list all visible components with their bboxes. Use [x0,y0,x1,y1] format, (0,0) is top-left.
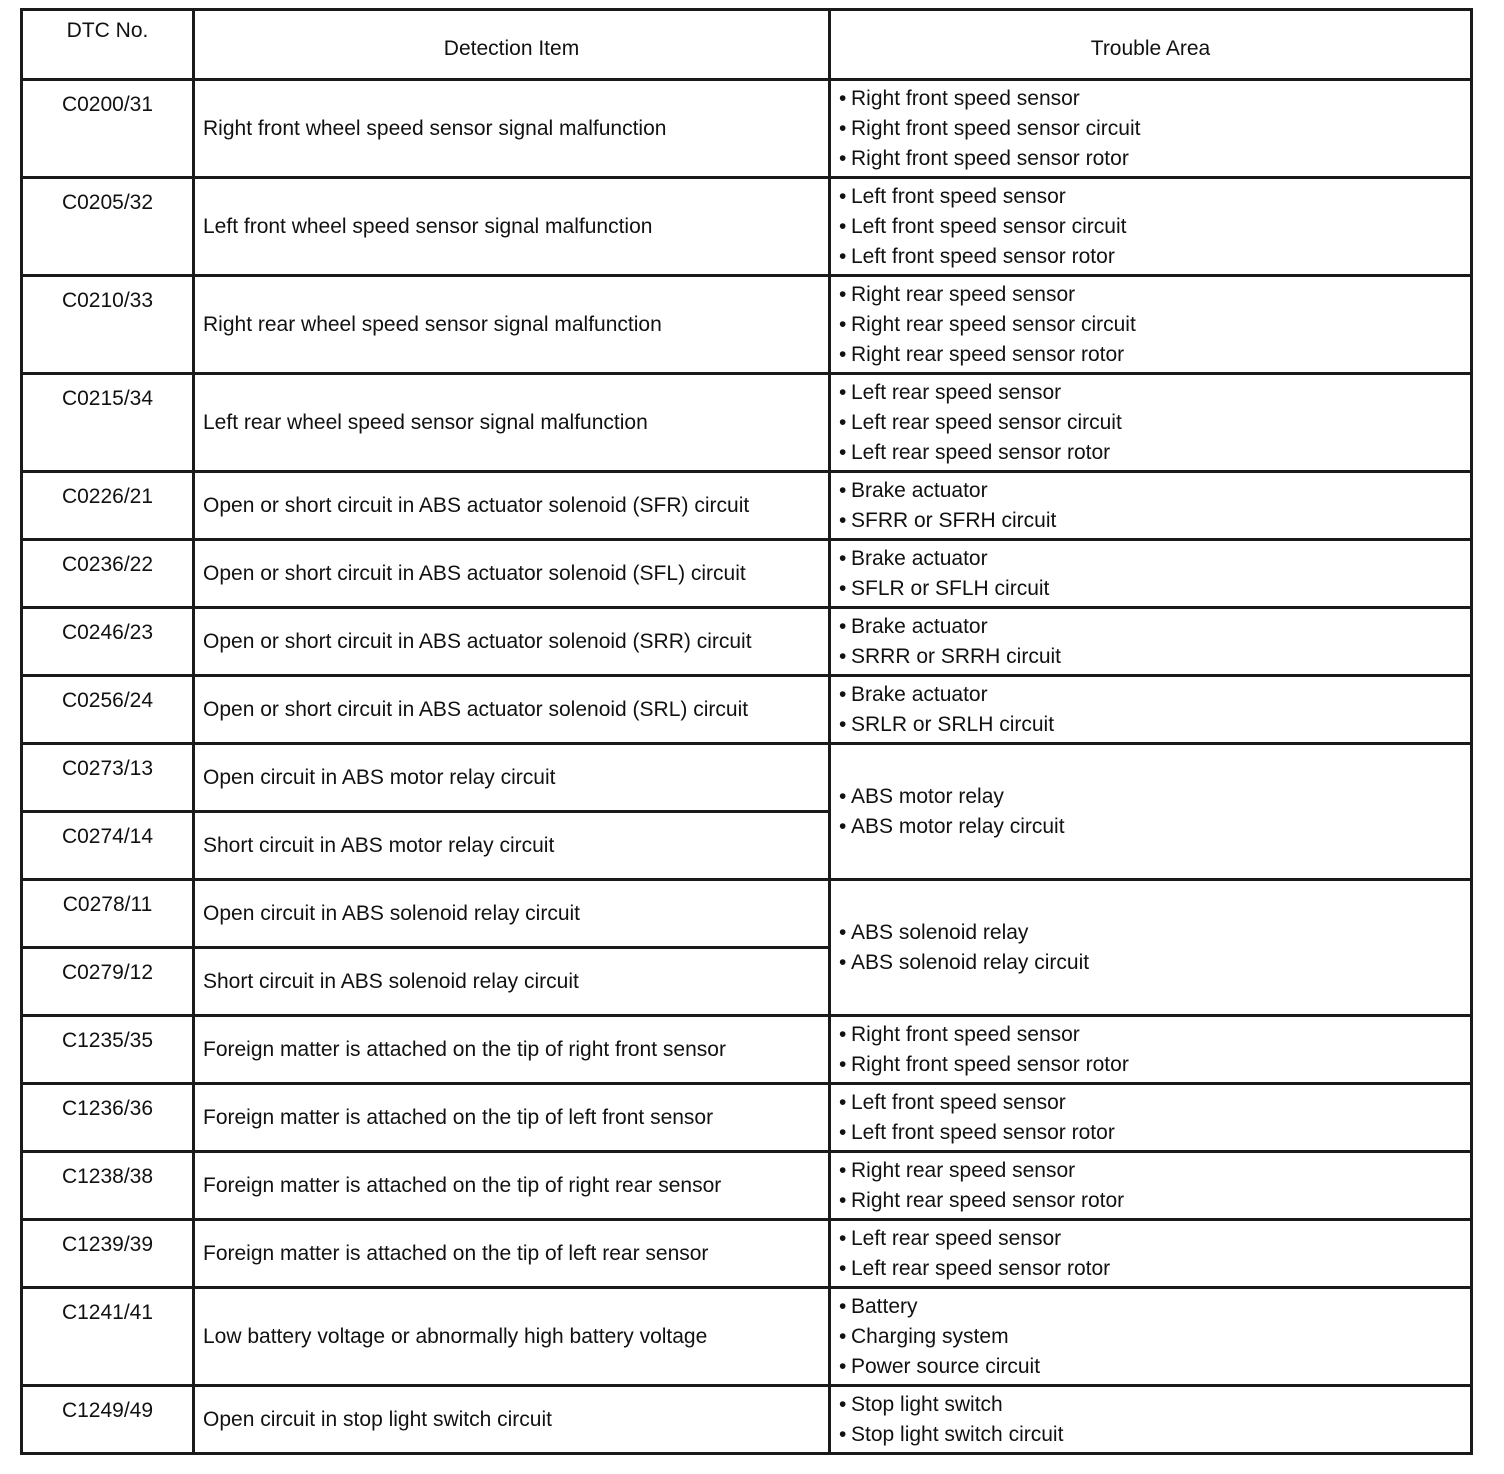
bullet-icon: • [839,950,847,974]
trouble-area-text: Left rear speed sensor circuit [851,410,1122,434]
trouble-area-text: Power source circuit [851,1354,1041,1378]
detection-item: Right rear wheel speed sensor signal malfunction [194,276,830,374]
trouble-area-item [839,1420,1470,1450]
trouble-area-item [839,84,1470,114]
trouble-area-text: Right rear speed sensor circuit [851,312,1136,336]
bullet-icon: • [839,184,847,208]
trouble-area-item [839,1224,1470,1254]
bullet-icon: • [839,1226,847,1250]
trouble-area-text: Left front speed sensor circuit [851,214,1127,238]
trouble-area-item [839,212,1470,242]
trouble-area-item [839,782,1470,812]
trouble-area-text: Right rear speed sensor [851,1158,1076,1182]
trouble-area-item [839,574,1470,604]
detection-item: Foreign matter is attached on the tip of right rear sensor [194,1152,830,1220]
detection-item: Left rear wheel speed sensor signal malfunction [194,374,830,472]
trouble-area-item [839,280,1470,310]
trouble-area-item [839,1050,1470,1080]
detection-item: Open or short circuit in ABS actuator solenoid (SFL) circuit [194,540,830,608]
trouble-area-text: Brake actuator [851,478,988,502]
bullet-icon: • [839,1392,847,1416]
detection-item: Short circuit in ABS motor relay circuit [194,812,830,880]
trouble-area [830,608,1472,676]
trouble-area-text: SFRR or SFRH circuit [851,508,1057,532]
detection-item: Open circuit in stop light switch circuit [194,1386,830,1454]
table-row [22,1084,1472,1152]
trouble-area [830,744,1472,880]
bullet-icon: • [839,814,847,838]
trouble-area-list [839,544,1470,604]
bullet-icon: • [839,1022,847,1046]
trouble-area-list [839,1088,1470,1148]
trouble-area-text: Right front speed sensor rotor [851,1052,1129,1076]
trouble-area-text: Left front speed sensor rotor [851,244,1115,268]
trouble-area-list [839,1292,1470,1382]
trouble-area [830,276,1472,374]
trouble-area-list [839,782,1470,842]
bullet-icon: • [839,1120,847,1144]
table-row [22,80,1472,178]
bullet-icon: • [839,546,847,570]
table-row [22,1386,1472,1454]
bullet-icon: • [839,644,847,668]
trouble-area-text: Right front speed sensor [851,1022,1080,1046]
dtc-code: C0256/24 [22,676,194,744]
detection-item: Open or short circuit in ABS actuator solenoid (SRR) circuit [194,608,830,676]
trouble-area-text: Brake actuator [851,682,988,706]
table-row [22,1220,1472,1288]
trouble-area-item [839,642,1470,672]
header-detection-item: Detection Item [194,10,830,80]
trouble-area [830,1220,1472,1288]
detection-item: Short circuit in ABS solenoid relay circuit [194,948,830,1016]
table-row [22,276,1472,374]
header-row [22,10,1472,80]
bullet-icon: • [839,920,847,944]
trouble-area-item [839,1352,1470,1382]
trouble-area-item [839,1390,1470,1420]
trouble-area [830,1152,1472,1220]
detection-item: Open circuit in ABS motor relay circuit [194,744,830,812]
bullet-icon: • [839,508,847,532]
detection-item: Right front wheel speed sensor signal malfunction [194,80,830,178]
bullet-icon: • [839,1090,847,1114]
table-body [22,80,1472,1454]
trouble-area-text: Right front speed sensor circuit [851,116,1141,140]
trouble-area-item [839,680,1470,710]
bullet-icon: • [839,146,847,170]
dtc-code: C0274/14 [22,812,194,880]
trouble-area-item [839,506,1470,536]
trouble-area-text: Stop light switch [851,1392,1003,1416]
trouble-area-list [839,280,1470,370]
table-row [22,1152,1472,1220]
bullet-icon: • [839,440,847,464]
trouble-area [830,1084,1472,1152]
dtc-code: C0273/13 [22,744,194,812]
trouble-area-item [839,408,1470,438]
trouble-area-item [839,1156,1470,1186]
dtc-code: C1241/41 [22,1288,194,1386]
trouble-area-item [839,1186,1470,1216]
trouble-area-text: Left front speed sensor rotor [851,1120,1115,1144]
trouble-area-item [839,1254,1470,1284]
trouble-area-text: SFLR or SFLH circuit [851,576,1050,600]
dtc-code: C0226/21 [22,472,194,540]
bullet-icon: • [839,478,847,502]
trouble-area-text: Left rear speed sensor rotor [851,440,1111,464]
detection-item: Open circuit in ABS solenoid relay circuit [194,880,830,948]
trouble-area [830,374,1472,472]
header-dtc-no: DTC No. [22,10,194,80]
trouble-area-item [839,544,1470,574]
bullet-icon: • [839,1324,847,1348]
dtc-code: C1249/49 [22,1386,194,1454]
bullet-icon: • [839,1354,847,1378]
detection-item: Foreign matter is attached on the tip of left front sensor [194,1084,830,1152]
table-row [22,1288,1472,1386]
trouble-area-text: SRLR or SRLH circuit [851,712,1055,736]
trouble-area-text: Left rear speed sensor [851,1226,1062,1250]
trouble-area-text: Left rear speed sensor rotor [851,1256,1111,1280]
trouble-area-text: ABS solenoid relay [851,920,1029,944]
trouble-area-text: Brake actuator [851,614,988,638]
dtc-table [20,8,1473,1455]
trouble-area-text: Stop light switch circuit [851,1422,1064,1446]
trouble-area-item [839,144,1470,174]
trouble-area-text: Charging system [851,1324,1009,1348]
bullet-icon: • [839,614,847,638]
trouble-area-item [839,948,1470,978]
trouble-area-list [839,1156,1470,1216]
table-row [22,880,1472,948]
dtc-code: C0279/12 [22,948,194,1016]
trouble-area-text: SRRR or SRRH circuit [851,644,1062,668]
trouble-area-list [839,84,1470,174]
dtc-code: C0200/31 [22,80,194,178]
dtc-code: C1238/38 [22,1152,194,1220]
dtc-code: C0210/33 [22,276,194,374]
trouble-area-text: Left front speed sensor [851,1090,1066,1114]
trouble-area [830,80,1472,178]
trouble-area-list [839,1390,1470,1450]
table-row [22,676,1472,744]
detection-item: Foreign matter is attached on the tip of left rear sensor [194,1220,830,1288]
bullet-icon: • [839,1188,847,1212]
bullet-icon: • [839,712,847,736]
bullet-icon: • [839,1052,847,1076]
detection-item: Low battery voltage or abnormally high battery voltage [194,1288,830,1386]
trouble-area-item [839,340,1470,370]
trouble-area-item [839,1088,1470,1118]
bullet-icon: • [839,1256,847,1280]
detection-item: Foreign matter is attached on the tip of right front sensor [194,1016,830,1084]
trouble-area [830,472,1472,540]
trouble-area-item [839,612,1470,642]
trouble-area-item [839,114,1470,144]
trouble-area-item [839,182,1470,212]
bullet-icon: • [839,312,847,336]
trouble-area-list [839,1020,1470,1080]
trouble-area-item [839,242,1470,272]
trouble-area-item [839,378,1470,408]
trouble-area-list [839,476,1470,536]
trouble-area [830,1016,1472,1084]
trouble-area-text: Left rear speed sensor [851,380,1062,404]
dtc-code: C0215/34 [22,374,194,472]
trouble-area-text: Right front speed sensor rotor [851,146,1129,170]
dtc-code: C1239/39 [22,1220,194,1288]
trouble-area [830,1288,1472,1386]
trouble-area-item [839,476,1470,506]
trouble-area-text: Left front speed sensor [851,184,1066,208]
dtc-code: C0246/23 [22,608,194,676]
trouble-area-text: ABS motor relay circuit [851,814,1065,838]
trouble-area [830,540,1472,608]
trouble-area-item [839,1292,1470,1322]
bullet-icon: • [839,1422,847,1446]
trouble-area [830,178,1472,276]
bullet-icon: • [839,86,847,110]
detection-item: Open or short circuit in ABS actuator solenoid (SRL) circuit [194,676,830,744]
detection-item: Open or short circuit in ABS actuator solenoid (SFR) circuit [194,472,830,540]
bullet-icon: • [839,784,847,808]
bullet-icon: • [839,410,847,434]
detection-item: Left front wheel speed sensor signal malfunction [194,178,830,276]
trouble-area-text: Battery [851,1294,918,1318]
trouble-area-text: Right front speed sensor [851,86,1080,110]
table-row [22,374,1472,472]
trouble-area-text: Right rear speed sensor rotor [851,342,1125,366]
trouble-area-list [839,1224,1470,1284]
bullet-icon: • [839,682,847,706]
trouble-area-item [839,1020,1470,1050]
trouble-area-item [839,1322,1470,1352]
trouble-area-list [839,378,1470,468]
trouble-area-item [839,438,1470,468]
dtc-code: C0278/11 [22,880,194,948]
trouble-area [830,676,1472,744]
trouble-area-text: ABS motor relay [851,784,1004,808]
trouble-area [830,880,1472,1016]
dtc-code: C0236/22 [22,540,194,608]
trouble-area-list [839,680,1470,740]
trouble-area-item [839,918,1470,948]
bullet-icon: • [839,214,847,238]
trouble-area-list [839,612,1470,672]
bullet-icon: • [839,576,847,600]
dtc-code: C1235/35 [22,1016,194,1084]
trouble-area-text: Right rear speed sensor rotor [851,1188,1125,1212]
bullet-icon: • [839,1294,847,1318]
trouble-area-item [839,812,1470,842]
table-row [22,744,1472,812]
trouble-area [830,1386,1472,1454]
trouble-area-text: ABS solenoid relay circuit [851,950,1090,974]
bullet-icon: • [839,244,847,268]
bullet-icon: • [839,342,847,366]
trouble-area-list [839,918,1470,978]
bullet-icon: • [839,380,847,404]
trouble-area-text: Right rear speed sensor [851,282,1076,306]
table-row [22,1016,1472,1084]
dtc-code: C1236/36 [22,1084,194,1152]
table-row [22,472,1472,540]
bullet-icon: • [839,282,847,306]
bullet-icon: • [839,116,847,140]
trouble-area-text: Brake actuator [851,546,988,570]
trouble-area-item [839,1118,1470,1148]
table-row [22,178,1472,276]
bullet-icon: • [839,1158,847,1182]
trouble-area-item [839,310,1470,340]
table-row [22,540,1472,608]
header-trouble-area: Trouble Area [830,10,1472,80]
dtc-code: C0205/32 [22,178,194,276]
table-row [22,608,1472,676]
trouble-area-list [839,182,1470,272]
trouble-area-item [839,710,1470,740]
